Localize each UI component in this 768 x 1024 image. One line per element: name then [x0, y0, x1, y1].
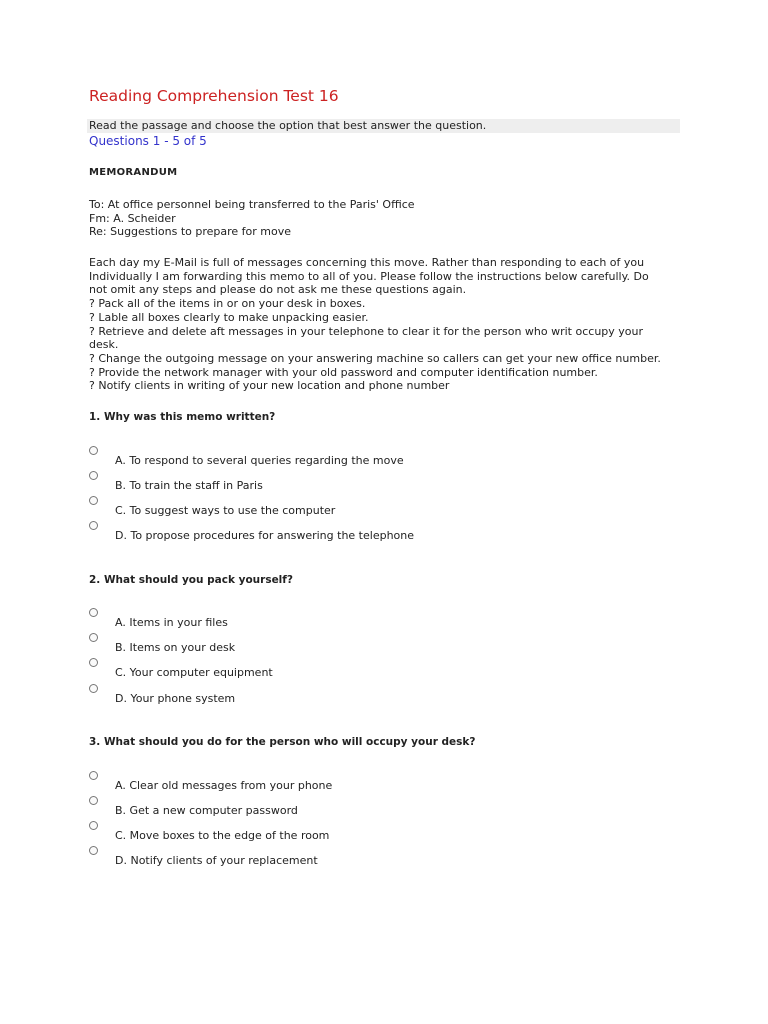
radio-button[interactable]	[89, 633, 98, 642]
option-label: B. Get a new computer password	[115, 804, 298, 817]
radio-button[interactable]	[89, 446, 98, 455]
option-label: A. Clear old messages from your phone	[115, 779, 333, 792]
option-label: D. Notify clients of your replacement	[115, 854, 318, 867]
question-2: 2. What should you pack yourself?	[89, 574, 293, 586]
option-label: C. Your computer equipment	[115, 666, 273, 679]
option-label: D. To propose procedures for answering the telephone	[115, 529, 415, 542]
option-label: A. To respond to several queries regarding the move	[115, 454, 404, 467]
memo-to: To: At office personnel being transferred to the Paris' Office	[89, 198, 415, 211]
radio-button[interactable]	[89, 821, 98, 830]
memo-line: ? Retrieve and delete aft messages in your telephone to clear it for the person who writ occupy your	[89, 324, 644, 338]
memo-line: ? Lable all boxes clearly to make unpacking easier.	[89, 310, 369, 324]
memo-line: Individually I am forwarding this memo to all of you. Please follow the instructions below carefully. Do	[89, 269, 649, 283]
memo-line: ? Pack all of the items in or on your desk in boxes.	[89, 297, 366, 311]
memo-heading: MEMORANDUM	[89, 167, 178, 178]
radio-button[interactable]	[89, 521, 98, 530]
option-label: B. Items on your desk	[115, 641, 236, 654]
option-label: B. To train the staff in Paris	[115, 479, 263, 492]
memo-header	[89, 198, 415, 239]
radio-button[interactable]	[89, 608, 98, 617]
option-label: C. To suggest ways to use the computer	[115, 504, 336, 517]
memo-line: Each day my E-Mail is full of messages concerning this move. Rather than responding to each of you	[89, 256, 645, 269]
memo-from: Fm: A. Scheider	[89, 211, 176, 225]
option-label: C. Move boxes to the edge of the room	[115, 829, 330, 842]
memo-line: desk.	[89, 338, 119, 352]
radio-button[interactable]	[89, 496, 98, 505]
instruction-text: Read the passage and choose the option that best answer the question.	[87, 119, 680, 133]
question-count: Questions 1 - 5 of 5	[89, 134, 207, 148]
radio-button[interactable]	[89, 471, 98, 480]
option-label: A. Items in your files	[115, 616, 228, 629]
radio-button[interactable]	[89, 771, 98, 780]
page-title: Reading Comprehension Test 16	[89, 87, 339, 105]
memo-re: Re: Suggestions to prepare for move	[89, 225, 292, 238]
memo-line: ? Notify clients in writing of your new location and phone number	[89, 379, 450, 393]
memo-line: ? Provide the network manager with your old password and computer identification number.	[89, 365, 598, 379]
radio-button[interactable]	[89, 796, 98, 805]
memo-line: ? Change the outgoing message on your answering machine so callers can get your new office number.	[89, 351, 661, 365]
question-3: 3. What should you do for the person who will occupy your desk?	[89, 736, 476, 748]
radio-button[interactable]	[89, 846, 98, 855]
option-label: D. Your phone system	[115, 692, 236, 705]
memo-line: not omit any steps and please do not ask me these questions again.	[89, 283, 467, 297]
question-1: 1. Why was this memo written?	[89, 411, 276, 423]
radio-button[interactable]	[89, 684, 98, 693]
memo-body	[89, 256, 689, 393]
radio-button[interactable]	[89, 658, 98, 667]
